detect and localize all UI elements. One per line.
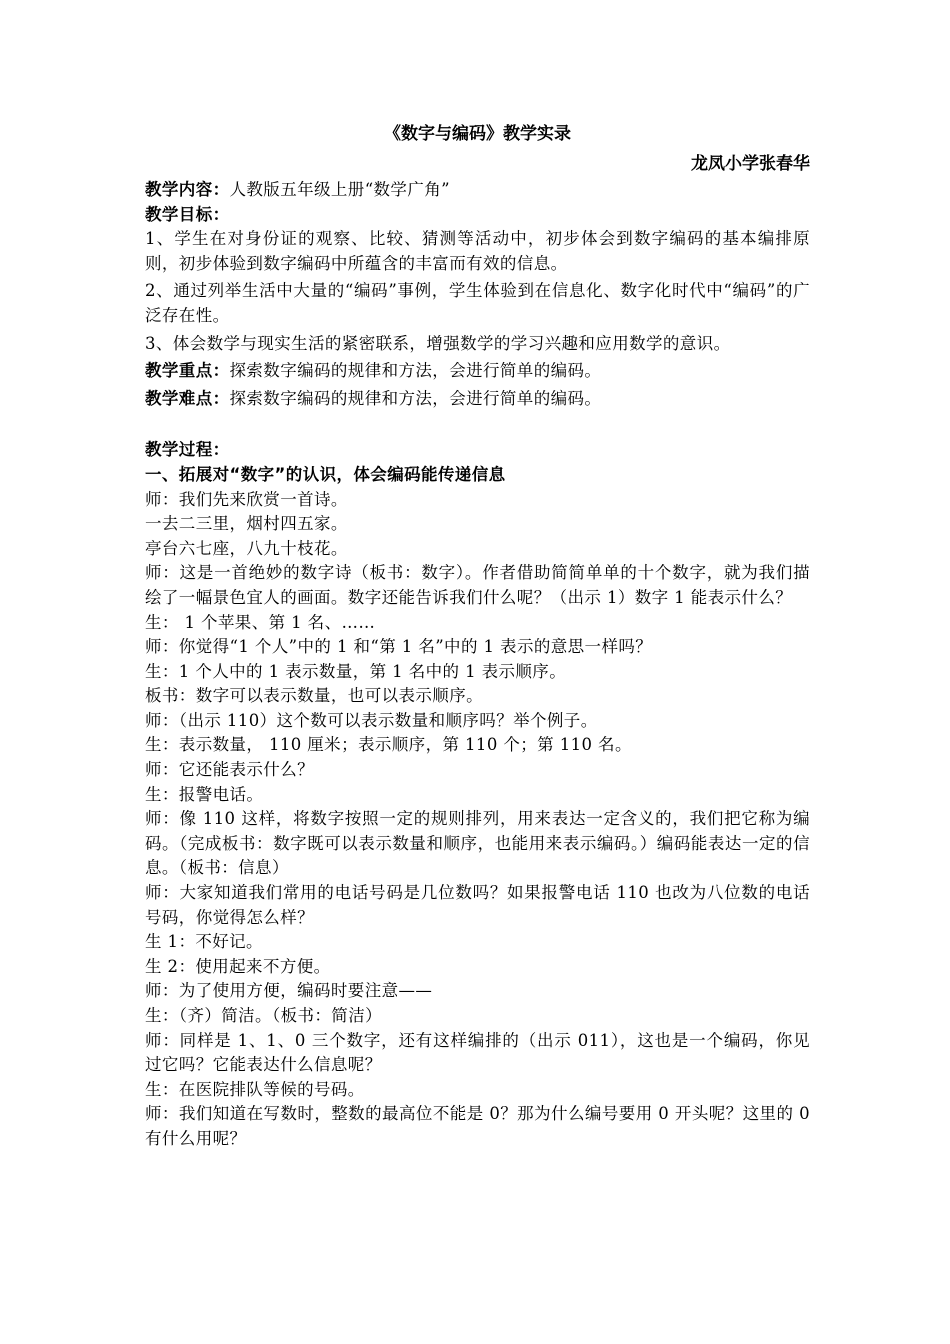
goal-item: 2、通过列举生活中大量的“编码”事例，学生体验到在信息化、数字化时代中“编码”的广泛存在性。	[145, 281, 810, 325]
dialogue-line: 师：为了使用方便，编码时要注意——	[145, 981, 433, 1001]
dialogue-line: 生： 1 个苹果、第 1 名、……	[145, 612, 376, 632]
dialogue-line: 师：我们先来欣赏一首诗。	[145, 489, 348, 509]
teaching-focus-label: 教学重点：	[145, 361, 230, 381]
teaching-content-label: 教学内容：	[145, 180, 230, 199]
dialogue-line: 师：我们知道在写数时，整数的最高位不能是 0？那为什么编号要用 0 开头呢？这里的 0 有什么用呢？	[145, 1104, 810, 1148]
teaching-focus-value: 探索数字编码的规律和方法，会进行简单的编码。	[229, 361, 602, 381]
dialogue-line: 亭台六七座，八九十枝花。	[145, 538, 348, 558]
dialogue-line: 师：它还能表示什么？	[145, 760, 314, 780]
dialogue-line: 师：这是一首绝妙的数字诗（板书：数字）。作者借助简简单单的十个数字，就为我们描绘了一幅景色宜人的画面。数字还能告诉我们什么呢？（出示 1）数字 1 能表示什么？	[145, 563, 810, 607]
dialogue-line: 板书：数字可以表示数量，也可以表示顺序。	[145, 686, 483, 706]
teaching-focus	[145, 359, 810, 384]
dialogue-line: 生：1 个人中的 1 表示数量，第 1 名中的 1 表示顺序。	[145, 661, 567, 681]
teaching-difficulty-value: 探索数字编码的规律和方法，会进行简单的编码。	[229, 388, 602, 408]
dialogue-line: 师：你觉得“1 个人”中的 1 和“第 1 名”中的 1 表示的意思一样吗？	[145, 637, 653, 657]
dialogue-line: 生 1：不好记。	[145, 932, 263, 952]
dialogue-line: 生：报警电话。	[145, 784, 264, 804]
dialogue-line: 生：在医院排队等候的号码。	[145, 1079, 365, 1099]
blank-line	[145, 411, 810, 435]
section-title: 一、拓展对“数字”的认识，体会编码能传递信息	[145, 464, 506, 484]
teaching-process-label: 教学过程：	[145, 440, 230, 460]
teaching-difficulty	[145, 387, 810, 412]
doc-author: 龙凤小学张春华	[691, 154, 810, 174]
teaching-content	[145, 178, 810, 203]
goal-item: 1、学生在对身份证的观察、比较、猜测等活动中，初步体会到数字编码的基本编排原则，初步体验到数字编码中所蕴含的丰富而有效的信息。	[145, 229, 810, 273]
dialogue-line: 师：同样是 1、1、0 三个数字，还有这样编排的（出示 011），这也是一个编码，你见过它吗？它能表达什么信息呢？	[145, 1030, 810, 1075]
teaching-goals-label: 教学目标：	[145, 204, 230, 224]
document-page	[145, 118, 810, 1152]
dialogue-line: 师：像 110 这样，将数字按照一定的规则排列，用来表达一定含义的，我们把它称为编码。（完成板书：数字既可以表示数量和顺序，也能用来表示编码。）编码能表达一定的信息。（板书：信息）	[145, 809, 810, 878]
dialogue-line: 生 2：使用起来不方便。	[145, 956, 331, 976]
dialogue-line: 师：（出示 110）这个数可以表示数量和顺序吗？举个例子。	[145, 710, 598, 730]
dialogue-line: 一去二三里，烟村四五家。	[145, 514, 348, 534]
doc-title: 《数字与编码》教学实录	[384, 124, 571, 144]
dialogue-line: 师：大家知道我们常用的电话号码是几位数吗？如果报警电话 110 也改为八位数的电话号码，你觉得怎么样？	[145, 883, 810, 927]
teaching-difficulty-label: 教学难点：	[145, 388, 230, 408]
goal-item: 3、体会数学与现实生活的紧密联系，增强数学的学习兴趣和应用数学的意识。	[145, 333, 731, 353]
teaching-content-value: 人教版五年级上册“数学广角”	[229, 180, 450, 199]
dialogue-line: 生：（齐）简洁。（板书：简洁）	[145, 1006, 382, 1025]
dialogue-line: 生：表示数量， 110 厘米；表示顺序，第 110 个；第 110 名。	[145, 735, 632, 755]
